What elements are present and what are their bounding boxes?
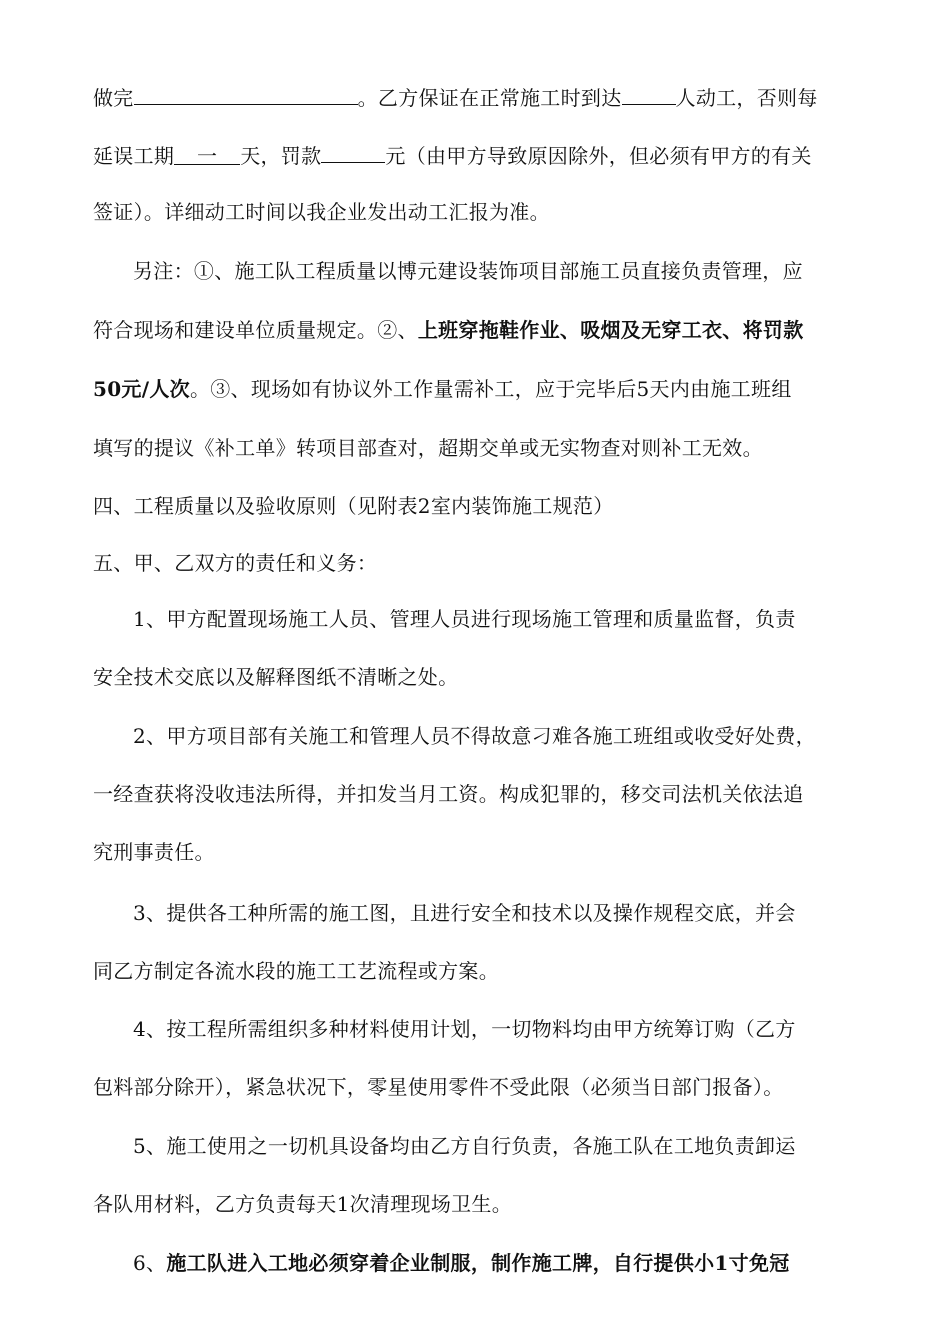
text-run: 另注：①、施工队工程质量以博元建设装饰项目部施工员直接负责管理，应 [133, 259, 803, 283]
text-line [93, 1190, 883, 1218]
text-line [93, 140, 883, 170]
text-run: 。乙方保证在正常施工时到达 [357, 86, 622, 110]
text-line [133, 1249, 923, 1277]
text-run: 四、工程质量以及验收原则（见附表2室内装饰施工规范） [93, 494, 614, 518]
bold-text-run: 上班穿拖鞋作业、吸烟及无穿工衣、将罚款 [417, 318, 804, 342]
text-run: 3、提供各工种所需的施工图，且进行安全和技术以及操作规程交底，并会 [133, 901, 796, 925]
text-line [93, 838, 883, 866]
text-run: 天，罚款 [240, 144, 322, 168]
text-run: 人动工，否则每 [675, 86, 818, 110]
text-run: 签证）。详细动工时间以我企业发出动工汇报为准。 [93, 200, 550, 224]
text-run: 符合现场和建设单位质量规定。②、 [93, 318, 418, 342]
bold-text-run: 施工队进入工地必须穿着企业制服，制作施工牌，自行提供小1寸免冠 [166, 1251, 790, 1275]
section-heading [93, 549, 883, 577]
text-line [93, 82, 883, 112]
text-line [93, 1073, 883, 1101]
blank-fill-text: 一 [197, 144, 218, 168]
text-line [93, 663, 883, 691]
text-line [133, 257, 923, 285]
text-line [93, 316, 883, 344]
bold-text-run: 50元/人次 [93, 377, 190, 401]
text-run: 。③、现场如有协议外工作量需补工，应于完毕后5天内由施工班组 [189, 377, 792, 401]
text-line [93, 957, 883, 985]
text-line [93, 434, 883, 462]
text-run: 1、甲方配置现场施工人员、管理人员进行现场施工管理和质量监督，负责 [133, 607, 796, 631]
text-line [133, 722, 923, 750]
text-run: 6、 [133, 1251, 167, 1275]
section-heading [93, 492, 883, 520]
text-run: 做完 [93, 86, 134, 110]
text-line [133, 605, 923, 633]
text-line [93, 198, 883, 226]
text-run: 4、按工程所需组织多种材料使用计划，一切物料均由甲方统筹订购（乙方 [133, 1017, 796, 1041]
text-line [93, 780, 883, 808]
text-run: 五、甲、乙双方的责任和义务： [93, 551, 378, 575]
text-run: 包料部分除开），紧急状况下，零星使用零件不受此限（必须当日部门报备）。 [93, 1075, 784, 1099]
text-run: 各队用材料，乙方负责每天1次清理现场卫生。 [93, 1192, 513, 1216]
text-line [133, 1015, 923, 1043]
text-run: 填写的提议《补工单》转项目部查对，超期交单或无实物查对则补工无效。 [93, 436, 763, 460]
blank-field-fine [321, 140, 385, 163]
text-line [93, 375, 883, 403]
text-line [133, 1132, 923, 1160]
text-run: 安全技术交底以及解释图纸不清晰之处。 [93, 665, 459, 689]
text-run: 究刑事责任。 [93, 840, 215, 864]
text-line [133, 899, 923, 927]
text-run: 2、甲方项目部有关施工和管理人员不得故意刁难各施工班组或收受好处费， [133, 724, 816, 748]
text-run: 5、施工使用之一切机具设备均由乙方自行负责，各施工队在工地负责卸运 [133, 1134, 796, 1158]
blank-field-completion [134, 82, 358, 105]
blank-field-workers [622, 82, 676, 105]
text-run: 延误工期 [93, 144, 175, 168]
text-run: 元（由甲方导致原因除外，但必须有甲方的有关 [385, 144, 812, 168]
text-run: 同乙方制定各流水段的施工工艺流程或方案。 [93, 959, 499, 983]
blank-field-delay-days [174, 142, 240, 168]
text-run: 一经查获将没收违法所得，并扣发当月工资。构成犯罪的，移交司法机关依法追 [93, 782, 804, 806]
